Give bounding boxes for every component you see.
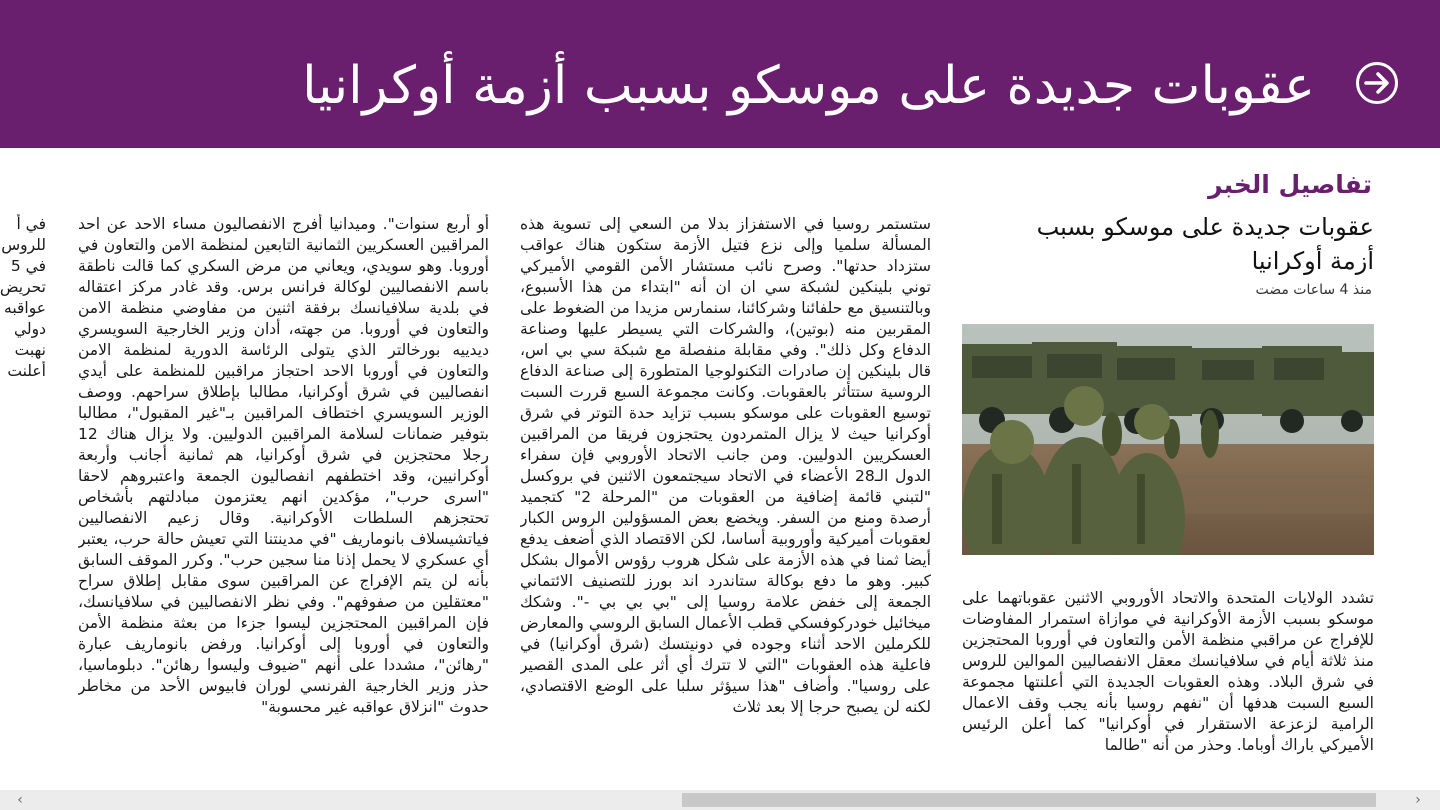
article-timestamp: منذ 4 ساعات مضت [1255, 282, 1372, 298]
partial-line: في أ [16, 215, 46, 233]
partial-line: في 5 [10, 257, 46, 275]
partial-line: نهبت [14, 341, 46, 359]
news-photo [962, 324, 1374, 555]
soldiers-trucks-image [962, 324, 1374, 555]
partial-line: دولي [13, 320, 46, 338]
partial-line: للروس [1, 236, 46, 254]
article-text-column-3: أو أربع سنوات". وميدانيا أفرج الانفصاليون مساء الاحد عن احد المراقبين العسكريين الثمانية التابعين لمنظمة الامن والتعاون في أوروبا. وهو سويدي، ويعاني من مرض السكري كما قالت ناطقة باسم الانفصاليين لوكالة فرانس برس. وقد غادر مركز اعتقاله في بلدية سلافيانسك برفقة اثنين من مفاوضي منظمة الامن والتعاون في أوروبا. من جهته، أدان وزير الخارجية السويسري ديدييه بورخالتر الذي يتولى الرئاسة الدورية لمنظمة الامن والتعاون في أوروبا الاحد احتجاز مراقبين للمنظمة على أيدي انفصاليين في شرق أوكرانيا، مطالبا بإطلاق سراحهم. ووصف الوزير السويسري اختطاف المراقبين بـ"غير المقبول"، مطالبا بتوفير ضمانات لسلامة المراقبين الدوليين. ولا يزال هناك 12 رجلا محتجزين في شرق أوكرانيا، هم ثمانية أجانب وأربعة أوكرانيين، وقد اختطفهم انفصاليون الجمعة واعتبروهم لاحقا "اسرى حرب"، مؤكدين انهم يعتزمون مبادلتهم بأشخاص تحتجزهم السلطات الأوكرانية. وقال زعيم الانفصاليين فياتشيسلاف بانوماريف "في مدينتنا التي تعيش حالة حرب، يعتبر أي عسكري لا يحمل إذنا منا سجين حرب". وكرر الموقف السابق بأنه لن يتم الإفراج عن المراقبين سوى مقابل إطلاق سراح "معتقلين من صفوفهم". وفي نظر الانفصاليين في سلافيانسك، فإن المراقبين المحتجزين ليسوا جزءا من بعثة منظمة الأمن والتعاون في أوروبا إلى أوكرانيا. ورفض بانوماريف عبارة "رهائن"، مشددا على أنهم "ضيوف وليسوا رهائن". دبلوماسيا، حذر وزير الخارجية الفرنسي لوران فابيوس الأحد من مخاطر حدوث "انزلاق عواقبه غير محسوبة" [78, 215, 489, 716]
page-title: عقوبات جديدة على موسكو بسبب أزمة أوكرانيا [302, 56, 1315, 116]
section-heading: تفاصيل الخبر [1208, 170, 1372, 199]
article-text-column-4-partial [0, 214, 46, 384]
scroll-thumb[interactable] [682, 793, 1376, 807]
article-content[interactable] [0, 148, 1440, 810]
article-title: عقوبات جديدة على موسكو بسبب أزمة أوكرانيا [1036, 213, 1374, 275]
article-text-column-2: ستستمر روسيا في الاستفزاز بدلا من السعي إلى تسوية هذه المسألة سلميا وإلى نزع فتيل الأزمة ستكون هناك عواقب ستزداد حدتها". وصرح نائب مستشار الأمن القومي الأميركي توني بلينكين لشبكة سي ان ان أنه "ابتداء من هذا الأسبوع، وبالتنسيق مع حلفائنا وشركائنا، سنمارس مزيدا من الضغوط على المقربين منه (بوتين)، والشركات التي يسيطر عليها وصناعة الدفاع وكل ذلك". وفي مقابلة منفصلة مع شبكة سي بي اس، قال بلينكين إن صادرات التكنولوجيا المتطورة إلى صناعة الدفاع الروسية ستتأثر بالعقوبات. وكانت مجموعة السبع قررت السبت توسيع العقوبات على موسكو بسبب تزايد حدة التوتر في شرق أوكرانيا حيث لا يزال المتمردون يحتجزون فريقا من المراقبين العسكريين الدوليين. ومن جانب الاتحاد الأوروبي فإن سفراء الدول الـ28 الأعضاء في الاتحاد سيجتمعون الاثنين في بروكسل "لتبني قائمة إضافية من العقوبات من "المرحلة 2" كتجميد أرصدة ومنع من السفر. ويخضع بعض المسؤولين الروس الكبار لعقوبات أميركية وأوروبية أساسا، لكن الاقتصاد الذي أضعف يدفع أيضا ثمنا في هذه الأزمة على شكل هروب رؤوس الأموال بشكل كبير. وهو ما دفع بوكالة ستاندرد اند بورز للتصنيف الائتماني الجمعة إلى خفض علامة روسيا إلى "بي بي بي -". وشكك ميخائيل خودركوفسكي قطب الأعمال السابق الروسي والمعارض للكرملين الاحد أثناء وجوده في دونيتسك (شرق أوكرانيا) في فاعلية هذه العقوبات "التي لا تترك أي أثر على المدى القصير على روسيا". وأضاف "هذا سيؤثر سلبا على الوضع الاقتصادي، لكنه لن يصبح حرجا إلا بعد ثلاث [520, 215, 931, 716]
chevron-right-icon[interactable]: › [1415, 792, 1421, 808]
partial-line: تحريض [0, 278, 46, 296]
horizontal-scrollbar[interactable] [0, 790, 1440, 810]
arrow-right-circle-icon[interactable] [1355, 61, 1399, 105]
app-header [0, 0, 1440, 148]
partial-line: عواقبه [4, 299, 46, 317]
partial-line: أعلنت [7, 362, 46, 380]
chevron-left-icon[interactable]: ‹ [17, 792, 23, 808]
back-button[interactable] [1355, 61, 1399, 105]
article-text-column-1: تشدد الولايات المتحدة والاتحاد الأوروبي الاثنين عقوباتهما على موسكو بسبب الأزمة الأوكرانية في موازاة استمرار المفاوضات للإفراج عن مراقبي منظمة الأمن والتعاون في أوروبا المحتجزين منذ ثلاثة أيام في سلافيانسك معقل الانفصاليين الموالين للروس في شرق البلاد. وهذه العقوبات الجديدة التي أعلنتها مجموعة السبع السبت هدفها أن "نفهم روسيا بأنه يجب وقف الاعمال الرامية لزعزعة الاستقرار في أوكرانيا" كما أعلن الرئيس الأميركي باراك أوباما. وحذر من أنه "طالما [962, 589, 1374, 754]
